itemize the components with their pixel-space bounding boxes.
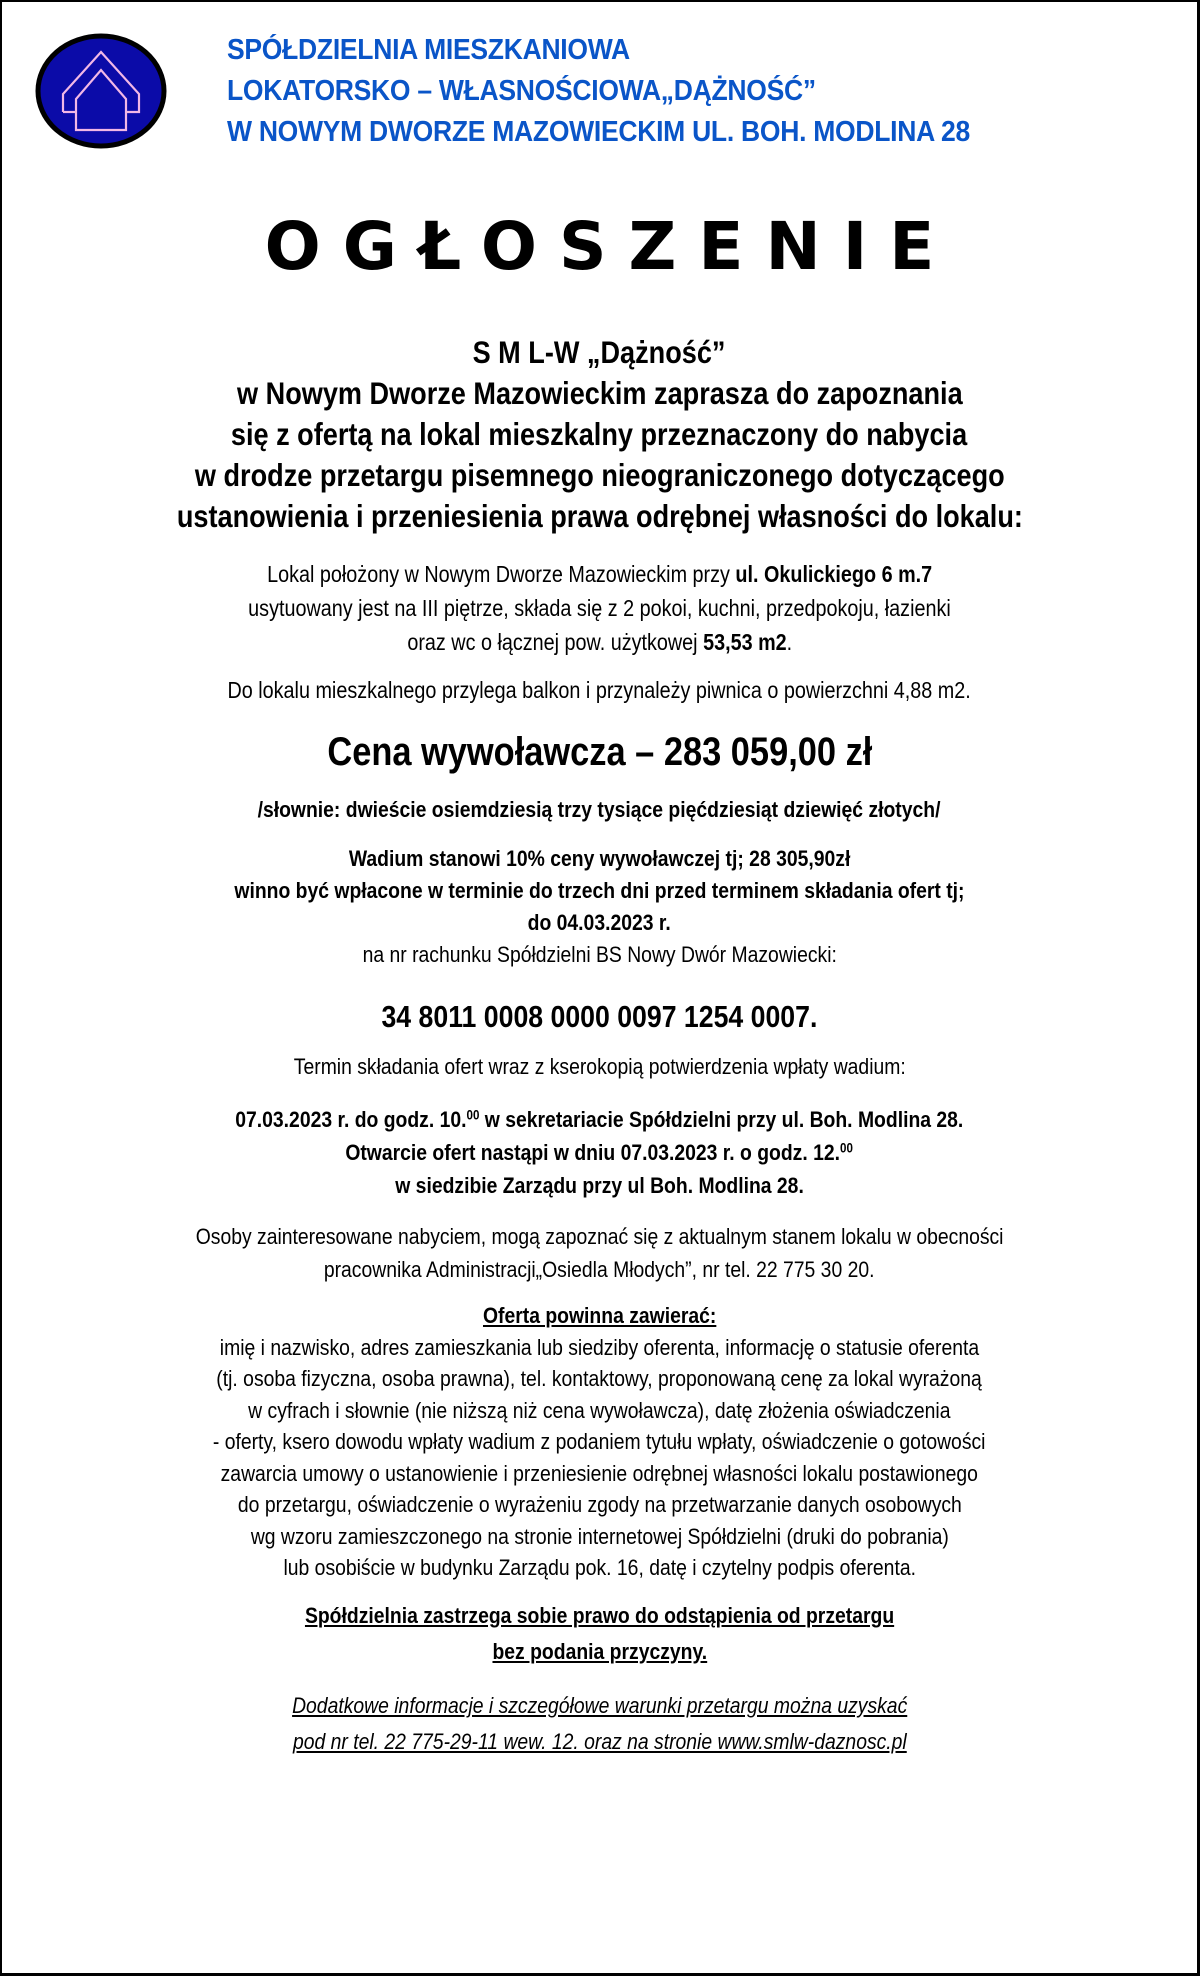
org-line-1: SPÓŁDZIELNIA MIESZKANIOWA [227,34,630,66]
intro-line-3: się z ofertą na lokal mieszkalny przeznaczony do nabycia [231,416,968,452]
additional-info-line-1: Dodatkowe informacje i szczegółowe warunki przetargu można uzyskać [291,1692,908,1718]
deposit-info [2,843,1197,971]
offer-line: wg wzoru zamieszczonego na stronie internetowej Spółdzielni (druki do pobrania) [250,1523,949,1549]
house-logo-icon [35,32,167,150]
dates-block [2,1103,1197,1202]
desc-line-1-text: Lokal położony w Nowym Dworze Mazowieckim przy [266,561,736,587]
property-address: ul. Okulickiego 6 m.7 [735,561,933,587]
submission-time-minutes: 00 [466,1107,480,1123]
offer-line: (tj. osoba fizyczna, osoba prawna), tel. kontaktowy, proponowaną cenę za lokal wyrażoną [216,1366,983,1391]
viewing-line-1: Osoby zainteresowane nabyciem, mogą zapoznać się z aktualnym stanem lokalu w obecności [195,1224,1004,1249]
balcony-text: Do lokalu mieszkalnego przylega balkon i przynależy piwnica o powierzchni 4,88 m2. [227,677,972,703]
offer-requirements [2,1300,1197,1584]
deposit-deadline: do 04.03.2023 r. [527,910,672,935]
offer-line: lub osobiście w budynku Zarządu pok. 16, datę i czytelny podpis oferenta. [283,1555,916,1580]
offer-line: imię i nazwisko, adres zamieszkania lub siedziby oferenta, informację o statusie oferenta [219,1334,980,1360]
starting-price-text: Cena wywoławcza – 283 059,00 zł [326,730,872,774]
desc-line-3 [407,625,792,659]
additional-info [2,1688,1197,1760]
intro-line-5: ustanowienia i przeniesienia prawa odrębnej własności do lokalu: [176,498,1023,534]
header [2,2,1197,177]
organization-name [227,30,1026,153]
reservation-line-2: bez podania przyczyny. [492,1638,707,1664]
org-line-2: LOKATORSKO – WŁASNOŚCIOWA„DĄŻNOŚĆ” [227,75,816,107]
deposit-line-1: Wadium stanowi 10% ceny wywoławczej tj; 28 305,90zł [348,846,851,871]
viewing-info [2,1220,1197,1286]
desc-line-1 [267,557,932,591]
opening-date [346,1136,854,1169]
offer-line: zawarcia umowy o ustanowienie i przeniesienie odrębnej własności lokalu postawionego [220,1460,979,1486]
opening-place: w siedzibie Zarządu przy ul Boh. Modlina 28. [395,1173,804,1198]
page-title: OGŁOSZENIE [264,208,957,285]
desc-line-3-text: oraz wc o łącznej pow. użytkowej [407,629,703,655]
intro-line-4: w drodze przetargu pisemnego nieograniczonego dotyczącego [194,457,1005,493]
opening-date-text: Otwarcie ofert nastąpi w dniu 07.03.2023 r. o godz. 12. [345,1140,841,1165]
additional-info-line-2[interactable]: pod nr tel. 22 775-29-11 wew. 12. oraz na stronie www.smlw-daznosc.pl [292,1728,907,1754]
submission-date [235,1103,963,1136]
reservation-line-1: Spółdzielnia zastrzega sobie prawo do odstąpienia od przetargu [304,1602,895,1628]
viewing-line-2: pracownika Administracji„Osiedla Młodych”, nr tel. 22 775 30 20. [324,1257,875,1282]
bank-account-number-text: 34 8011 0008 0000 0097 1254 0007. [381,999,818,1034]
desc-line-3-suffix: . [786,629,792,655]
property-area: 53,53 m2 [702,629,787,655]
intro-block [2,332,1197,537]
price-in-words [2,795,1197,825]
opening-time-minutes: 00 [840,1140,854,1156]
submission-place: w sekretariacie Spółdzielni przy ul. Boh. Modlina 28. [479,1107,964,1132]
submission-deadline-label [2,1051,1197,1083]
desc-line-2: usytuowany jest na III piętrze, składa się z 2 pokoi, kuchni, przedpokoju, łazienki [248,595,951,621]
submission-deadline-text: Termin składania ofert wraz z kserokopią potwierdzenia wpłaty wadium: [293,1054,906,1079]
deposit-bank: na nr rachunku Spółdzielni BS Nowy Dwór Mazowiecki: [362,942,837,967]
deposit-line-2: winno być wpłacone w terminie do trzech dni przed terminem składania ofert tj; [234,878,965,903]
balcony-info [2,673,1197,707]
bank-account-number [2,997,1197,1037]
submission-date-text: 07.03.2023 r. do godz. 10. [235,1107,467,1132]
starting-price [2,727,1197,777]
offer-line: - oferty, ksero dowodu wpłaty wadium z podaniem tytułu wpłaty, oświadczenie o gotowości [213,1429,986,1454]
intro-line-1: S M L-W „Dążność” [473,334,726,370]
offer-line: do przetargu, oświadczenie o wyrażeniu zgody na przetwarzanie danych osobowych [237,1492,962,1517]
announcement-body [2,332,1197,1760]
price-in-words-text: /słownie: dwieście osiemdziesią trzy tysiące pięćdziesiąt dziewięć złotych/ [258,797,941,822]
property-description [2,557,1197,659]
org-line-3: W NOWYM DWORZE MAZOWIECKIM UL. BOH. MODLINA 28 [227,116,970,148]
intro-line-2: w Nowym Dworze Mazowieckim zaprasza do zapoznania [236,375,963,411]
offer-heading: Oferta powinna zawierać: [482,1303,717,1328]
offer-line: w cyfrach i słownie (nie niższą niż cena wywoławcza), datę złożenia oświadczenia [248,1397,951,1423]
reservation-notice [2,1598,1197,1670]
